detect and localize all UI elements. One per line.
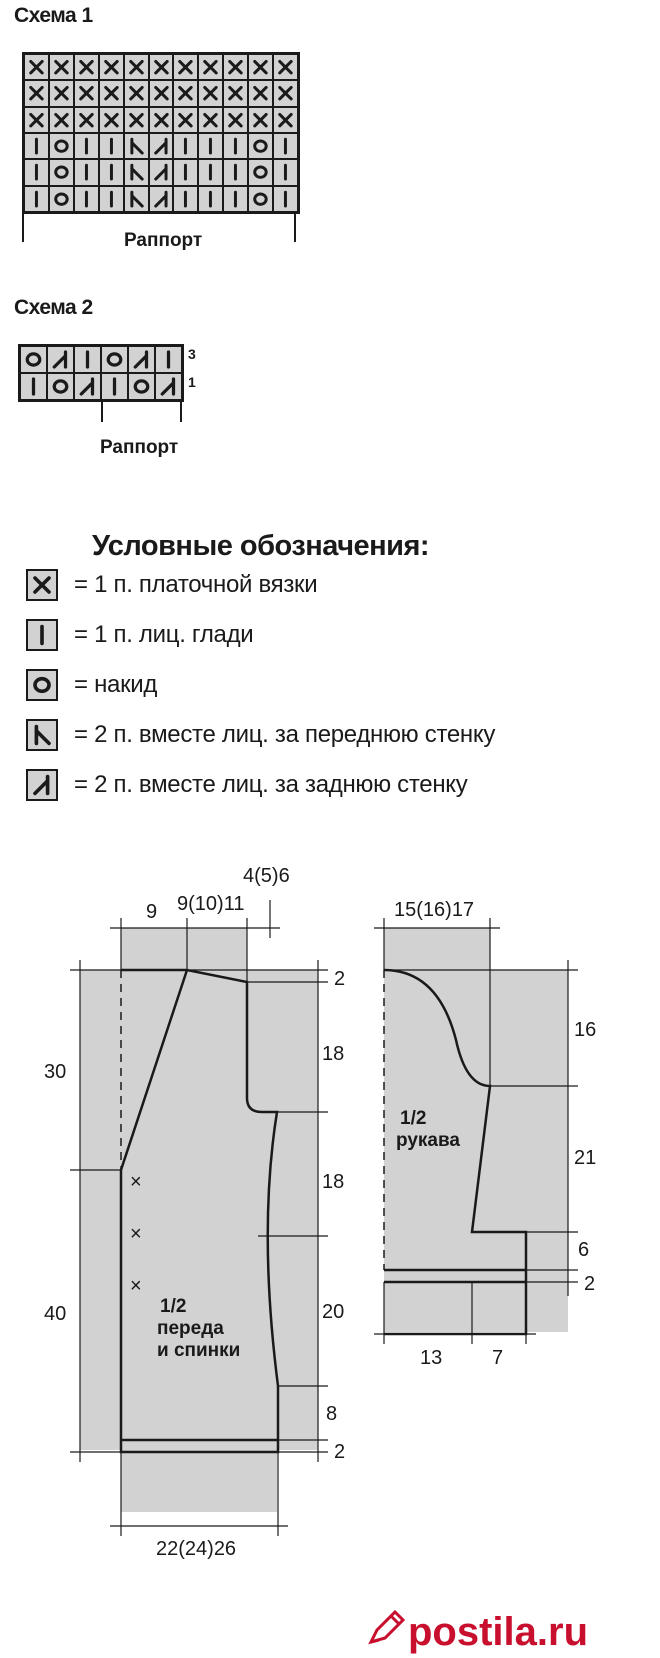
sleeve-dim-bottom-left: 13 (420, 1347, 443, 1369)
ssk-decrease-symbol (26, 719, 58, 751)
garter-stitch-symbol (24, 54, 49, 80)
body-dim-right-4: 20 (322, 1301, 345, 1323)
garment-pattern-diagram (0, 840, 660, 1560)
knit-stitch-symbol (198, 133, 223, 159)
sleeve-dim-top: 15(16)17 (394, 899, 475, 921)
knit-stitch-symbol (24, 133, 49, 159)
knit-stitch-symbol (223, 186, 248, 212)
body-cross-mark: × (130, 1223, 142, 1245)
k2tog-decrease-symbol (128, 346, 155, 373)
legend-item (26, 716, 495, 754)
watermark: postila.ru (408, 1610, 589, 1654)
garter-stitch-symbol (223, 80, 248, 106)
legend-item-text: = накид (74, 671, 158, 698)
garter-stitch-symbol (149, 107, 174, 133)
knit-stitch-symbol (26, 619, 58, 651)
yarn-over-symbol (128, 373, 155, 400)
body-dim-right-5: 8 (326, 1403, 338, 1425)
sleeve-dim-right-4: 2 (584, 1273, 596, 1295)
body-shade-bottom (121, 1450, 277, 1512)
legend-item (26, 766, 467, 804)
ssk-decrease-symbol (124, 133, 149, 159)
legend-item-text: = 1 п. платочной вязки (74, 571, 318, 598)
garter-stitch-symbol (124, 54, 149, 80)
garter-stitch-symbol (24, 80, 49, 106)
knit-stitch-symbol (155, 346, 182, 373)
garter-stitch-symbol (74, 80, 99, 106)
knit-stitch-symbol (273, 186, 298, 212)
scheme2-rapport-right-mark (180, 400, 182, 422)
knit-stitch-symbol (173, 159, 198, 185)
yarn-over-symbol (49, 159, 74, 185)
yarn-over-symbol (47, 373, 74, 400)
sleeve-label-line2: рукава (396, 1130, 460, 1151)
legend-item-text: = 1 п. лиц. глади (74, 621, 254, 648)
legend-item-text: = 2 п. вместе лиц. за переднюю стенку (74, 721, 496, 748)
legend-title: Условные обозначения: (92, 530, 430, 562)
garter-stitch-symbol (223, 107, 248, 133)
body-dim-bottom: 22(24)26 (156, 1538, 237, 1560)
yarn-over-symbol (248, 186, 273, 212)
knit-stitch-symbol (74, 133, 99, 159)
knit-stitch-symbol (24, 159, 49, 185)
knit-stitch-symbol (74, 346, 101, 373)
body-dim-top-mid: 9(10)11 (177, 893, 245, 915)
garter-stitch-symbol (24, 107, 49, 133)
k2tog-decrease-symbol (149, 133, 174, 159)
garter-stitch-symbol (198, 107, 223, 133)
knit-stitch-symbol (99, 186, 124, 212)
knit-stitch-symbol (74, 159, 99, 185)
knit-stitch-symbol (101, 373, 128, 400)
garter-stitch-symbol (49, 107, 74, 133)
body-cross-mark: × (130, 1275, 142, 1297)
scheme2-row-number-3: 3 (188, 346, 196, 362)
knit-stitch-symbol (24, 186, 49, 212)
knit-stitch-symbol (223, 159, 248, 185)
yarn-over-symbol (101, 346, 128, 373)
yarn-over-symbol (49, 133, 74, 159)
yarn-over-symbol (248, 159, 273, 185)
knit-stitch-symbol (74, 186, 99, 212)
knit-stitch-symbol (273, 133, 298, 159)
k2tog-decrease-symbol (74, 373, 101, 400)
ssk-decrease-symbol (124, 159, 149, 185)
garter-stitch-symbol (74, 54, 99, 80)
scheme1-grid (22, 52, 300, 214)
garter-stitch-symbol (198, 80, 223, 106)
body-dim-right-3: 18 (322, 1171, 345, 1193)
garter-stitch-symbol (173, 107, 198, 133)
garter-stitch-symbol (124, 80, 149, 106)
knit-stitch-symbol (20, 373, 47, 400)
postila-logo-icon (365, 1602, 411, 1648)
garter-stitch-symbol (273, 107, 298, 133)
scheme2-row-number-1: 1 (188, 374, 196, 390)
garter-stitch-symbol (99, 80, 124, 106)
sleeve-label-line1: 1/2 (400, 1108, 427, 1129)
k2tog-decrease-symbol (149, 186, 174, 212)
garter-stitch-symbol (99, 107, 124, 133)
scheme1-rapport-left-mark (22, 212, 24, 242)
garter-stitch-symbol (49, 80, 74, 106)
knit-stitch-symbol (99, 159, 124, 185)
body-dim-left-lower: 40 (44, 1303, 67, 1325)
garter-stitch-symbol (74, 107, 99, 133)
garter-stitch-symbol (149, 80, 174, 106)
sleeve-shade-top (384, 928, 490, 970)
garter-stitch-symbol (248, 80, 273, 106)
garter-stitch-symbol (248, 107, 273, 133)
body-label-line1: 1/2 (160, 1296, 187, 1317)
garter-stitch-symbol (248, 54, 273, 80)
scheme2-title: Схема 2 (14, 296, 93, 319)
body-dim-right-1: 2 (334, 968, 346, 990)
body-label-line3: и спинки (157, 1340, 241, 1361)
k2tog-decrease-symbol (47, 346, 74, 373)
knit-stitch-symbol (99, 133, 124, 159)
sleeve-dim-right-1: 16 (574, 1019, 597, 1041)
scheme1-rapport-label: Раппорт (124, 230, 203, 251)
body-dim-right-6: 2 (334, 1441, 346, 1463)
knit-stitch-symbol (273, 159, 298, 185)
garter-stitch-symbol (49, 54, 74, 80)
body-dim-left-upper: 30 (44, 1061, 67, 1083)
scheme1-rapport-right-mark (294, 212, 296, 242)
garter-stitch-symbol (173, 80, 198, 106)
body-pattern (44, 865, 345, 1560)
sleeve-dim-bottom-right: 7 (492, 1347, 504, 1369)
garter-stitch-symbol (99, 54, 124, 80)
scheme2-rapport-label: Раппорт (100, 437, 179, 458)
sleeve-dim-right-2: 21 (574, 1147, 597, 1169)
garter-stitch-symbol (273, 80, 298, 106)
garter-stitch-symbol (26, 569, 58, 601)
garter-stitch-symbol (173, 54, 198, 80)
yarn-over-symbol (248, 133, 273, 159)
legend-item (26, 616, 253, 654)
yarn-over-symbol (49, 186, 74, 212)
body-cross-mark: × (130, 1171, 142, 1193)
garter-stitch-symbol (124, 107, 149, 133)
sleeve-pattern (374, 899, 596, 1369)
k2tog-decrease-symbol (149, 159, 174, 185)
legend-item-text: = 2 п. вместе лиц. за заднюю стенку (74, 771, 468, 798)
knit-stitch-symbol (223, 133, 248, 159)
scheme2-rapport-left-mark (101, 400, 103, 422)
body-dim-top-right: 4(5)6 (243, 865, 290, 887)
garter-stitch-symbol (198, 54, 223, 80)
garter-stitch-symbol (223, 54, 248, 80)
body-shade-top (121, 928, 247, 970)
body-dim-right-2: 18 (322, 1043, 345, 1065)
body-dim-top-left: 9 (146, 901, 158, 923)
yarn-over-symbol (26, 669, 58, 701)
body-shade-main (80, 970, 318, 1450)
knit-stitch-symbol (173, 133, 198, 159)
k2tog-decrease-symbol (26, 769, 58, 801)
legend-item (26, 566, 317, 604)
garter-stitch-symbol (273, 54, 298, 80)
legend-item (26, 666, 157, 704)
knit-stitch-symbol (173, 186, 198, 212)
ssk-decrease-symbol (124, 186, 149, 212)
knit-stitch-symbol (198, 159, 223, 185)
scheme1-title: Схема 1 (14, 4, 93, 27)
garter-stitch-symbol (149, 54, 174, 80)
sleeve-dim-right-3: 6 (578, 1239, 590, 1261)
knit-stitch-symbol (198, 186, 223, 212)
scheme2-grid (18, 344, 184, 402)
body-label-line2: переда (157, 1318, 224, 1339)
k2tog-decrease-symbol (155, 373, 182, 400)
yarn-over-symbol (20, 346, 47, 373)
